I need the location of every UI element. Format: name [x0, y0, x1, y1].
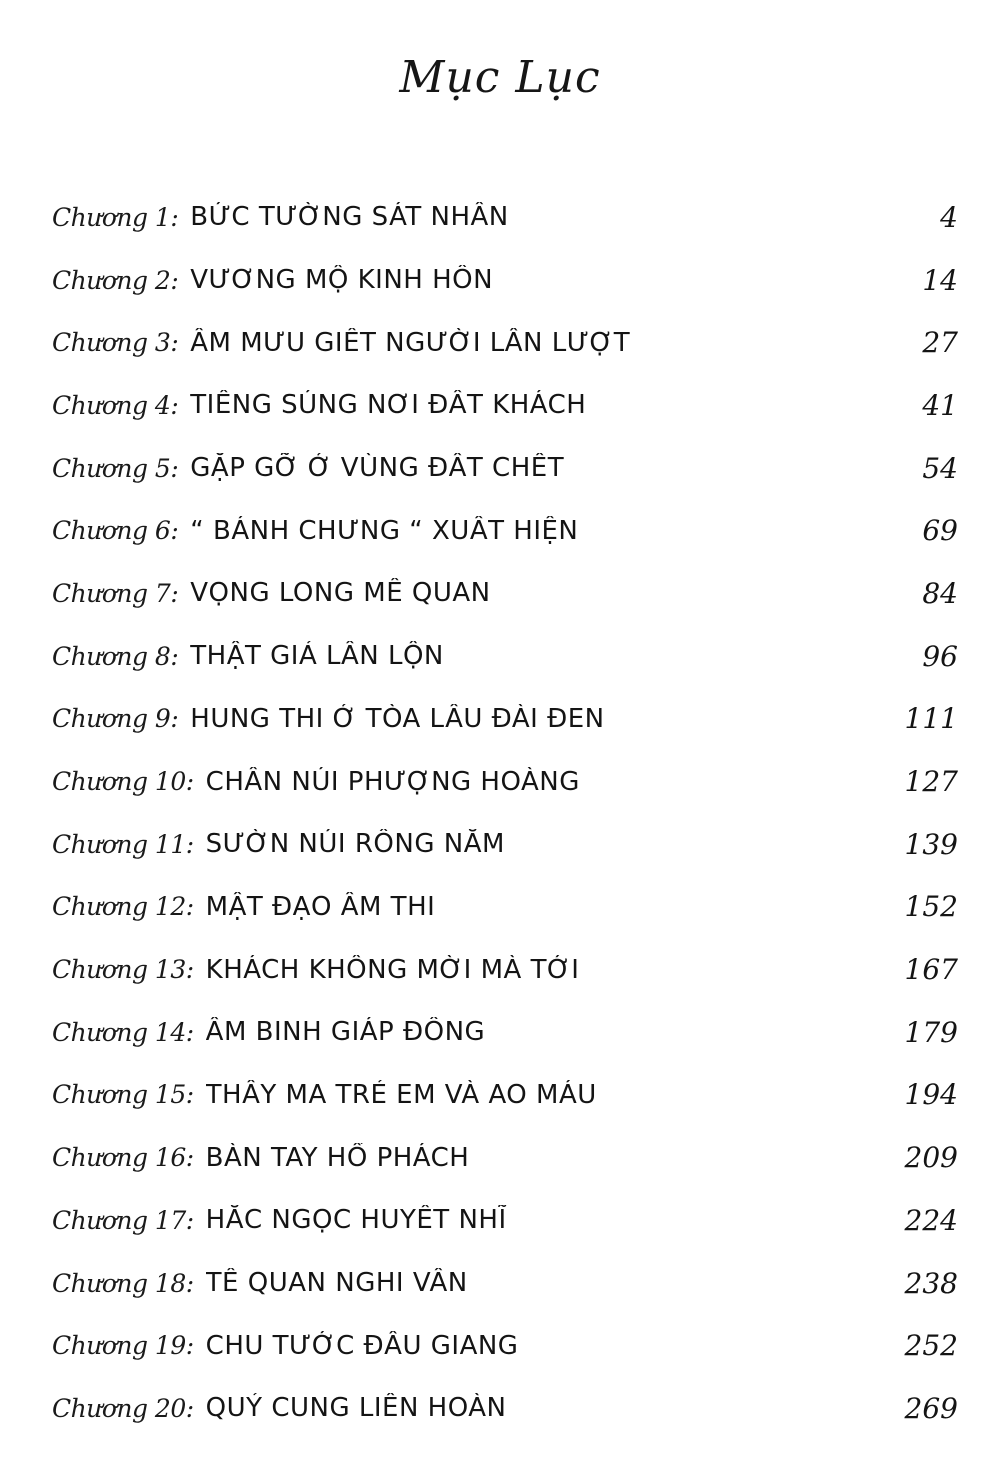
chapter-page-number: 139 [904, 827, 958, 861]
chapter-page-number: 41 [922, 388, 958, 422]
toc-entry [52, 813, 958, 876]
chapter-page-number: 14 [922, 263, 958, 297]
chapter-label: Chương 12: [52, 892, 194, 922]
toc-entry [52, 249, 958, 312]
chapter-title: CHU TƯỚC ĐẦU GIANG [205, 1330, 519, 1361]
toc-entry [52, 1189, 958, 1252]
chapter-label: Chương 11: [52, 829, 194, 859]
chapter-title: TẾ QUAN NGHI VÂN [205, 1268, 468, 1299]
chapter-title: KHÁCH KHÔNG MỜI MÀ TỚI [205, 954, 580, 985]
toc-entry [52, 1064, 958, 1127]
chapter-page-number: 252 [904, 1329, 958, 1363]
chapter-title: TIẾNG SÚNG NƠI ĐẤT KHÁCH [190, 390, 587, 421]
chapter-title: VỌNG LONG MÊ QUAN [190, 578, 491, 609]
chapter-label: Chương 20: [52, 1393, 194, 1423]
chapter-page-number: 127 [904, 765, 958, 799]
chapter-title: SƯỜN NÚI RỒNG NẰM [205, 829, 505, 860]
toc-entry [52, 1314, 958, 1377]
chapter-title: QUỶ CUNG LIÊN HOÀN [205, 1393, 507, 1424]
chapter-label: Chương 8: [52, 641, 179, 671]
chapter-title: BÀN TAY HỔ PHÁCH [205, 1142, 470, 1173]
chapter-page-number: 209 [904, 1141, 958, 1175]
toc-entry [52, 938, 958, 1001]
chapter-title: ÂM MƯU GIẾT NGƯỜI LẦN LƯỢT [190, 327, 631, 358]
chapter-page-number: 4 [940, 200, 958, 234]
toc-entry [52, 876, 958, 939]
chapter-label: Chương 18: [52, 1268, 194, 1298]
chapter-label: Chương 3: [52, 328, 179, 358]
toc-entry [52, 1126, 958, 1189]
toc-entry [52, 625, 958, 688]
chapter-title: “ BÁNH CHƯNG “ XUẤT HIỆN [190, 515, 579, 546]
chapter-title: MẬT ĐẠO ÂM THI [205, 891, 436, 922]
chapter-label: Chương 1: [52, 202, 179, 232]
chapter-label: Chương 17: [52, 1205, 194, 1235]
chapter-title: VƯƠNG MỘ KINH HỒN [190, 265, 494, 296]
chapter-title: GẶP GỠ Ở VÙNG ĐẤT CHẾT [190, 453, 565, 484]
chapter-page-number: 179 [904, 1015, 958, 1049]
chapter-label: Chương 10: [52, 767, 194, 797]
chapter-label: Chương 19: [52, 1331, 194, 1361]
chapter-title: HUNG THI Ở TÒA LÂU ĐÀI ĐEN [190, 703, 605, 734]
chapter-label: Chương 16: [52, 1143, 194, 1173]
chapter-page-number: 194 [904, 1078, 958, 1112]
chapter-title: THẤY MA TRẺ EM VÀ AO MÁU [205, 1079, 597, 1110]
chapter-page-number: 69 [922, 514, 958, 548]
toc-entry [52, 1252, 958, 1315]
chapter-label: Chương 15: [52, 1080, 194, 1110]
chapter-page-number: 111 [904, 702, 958, 736]
chapter-page-number: 224 [904, 1203, 958, 1237]
toc-entry [52, 688, 958, 751]
chapter-page-number: 238 [904, 1266, 958, 1300]
chapter-label: Chương 4: [52, 390, 179, 420]
toc-entry [52, 750, 958, 813]
chapter-page-number: 269 [904, 1391, 958, 1425]
toc-list [52, 186, 958, 1440]
toc-entry [52, 1377, 958, 1440]
chapter-label: Chương 2: [52, 265, 179, 295]
chapter-page-number: 167 [904, 953, 958, 987]
chapter-title: ÂM BINH GIÁP ĐỒNG [205, 1017, 486, 1048]
chapter-label: Chương 9: [52, 704, 179, 734]
chapter-label: Chương 13: [52, 955, 194, 985]
chapter-label: Chương 5: [52, 453, 179, 483]
chapter-label: Chương 7: [52, 578, 179, 608]
chapter-page-number: 152 [904, 890, 958, 924]
toc-entry [52, 499, 958, 562]
chapter-title: HẮC NGỌC HUYẾT NHĨ [205, 1205, 507, 1236]
toc-entry [52, 374, 958, 437]
chapter-label: Chương 6: [52, 516, 179, 546]
toc-entry [52, 437, 958, 500]
toc-entry [52, 1001, 958, 1064]
chapter-title: CHÂN NÚI PHƯỢNG HOÀNG [205, 766, 580, 797]
toc-entry [52, 186, 958, 249]
toc-entry [52, 311, 958, 374]
chapter-title: BỨC TƯỜNG SÁT NHÂN [190, 202, 509, 233]
chapter-title: THẬT GIẢ LẪN LỘN [190, 641, 444, 672]
toc-entry [52, 562, 958, 625]
page-title: Mục Lục [399, 52, 601, 103]
chapter-page-number: 96 [922, 639, 958, 673]
chapter-page-number: 27 [922, 326, 958, 360]
chapter-page-number: 84 [922, 576, 958, 610]
chapter-page-number: 54 [922, 451, 958, 485]
chapter-label: Chương 14: [52, 1017, 194, 1047]
